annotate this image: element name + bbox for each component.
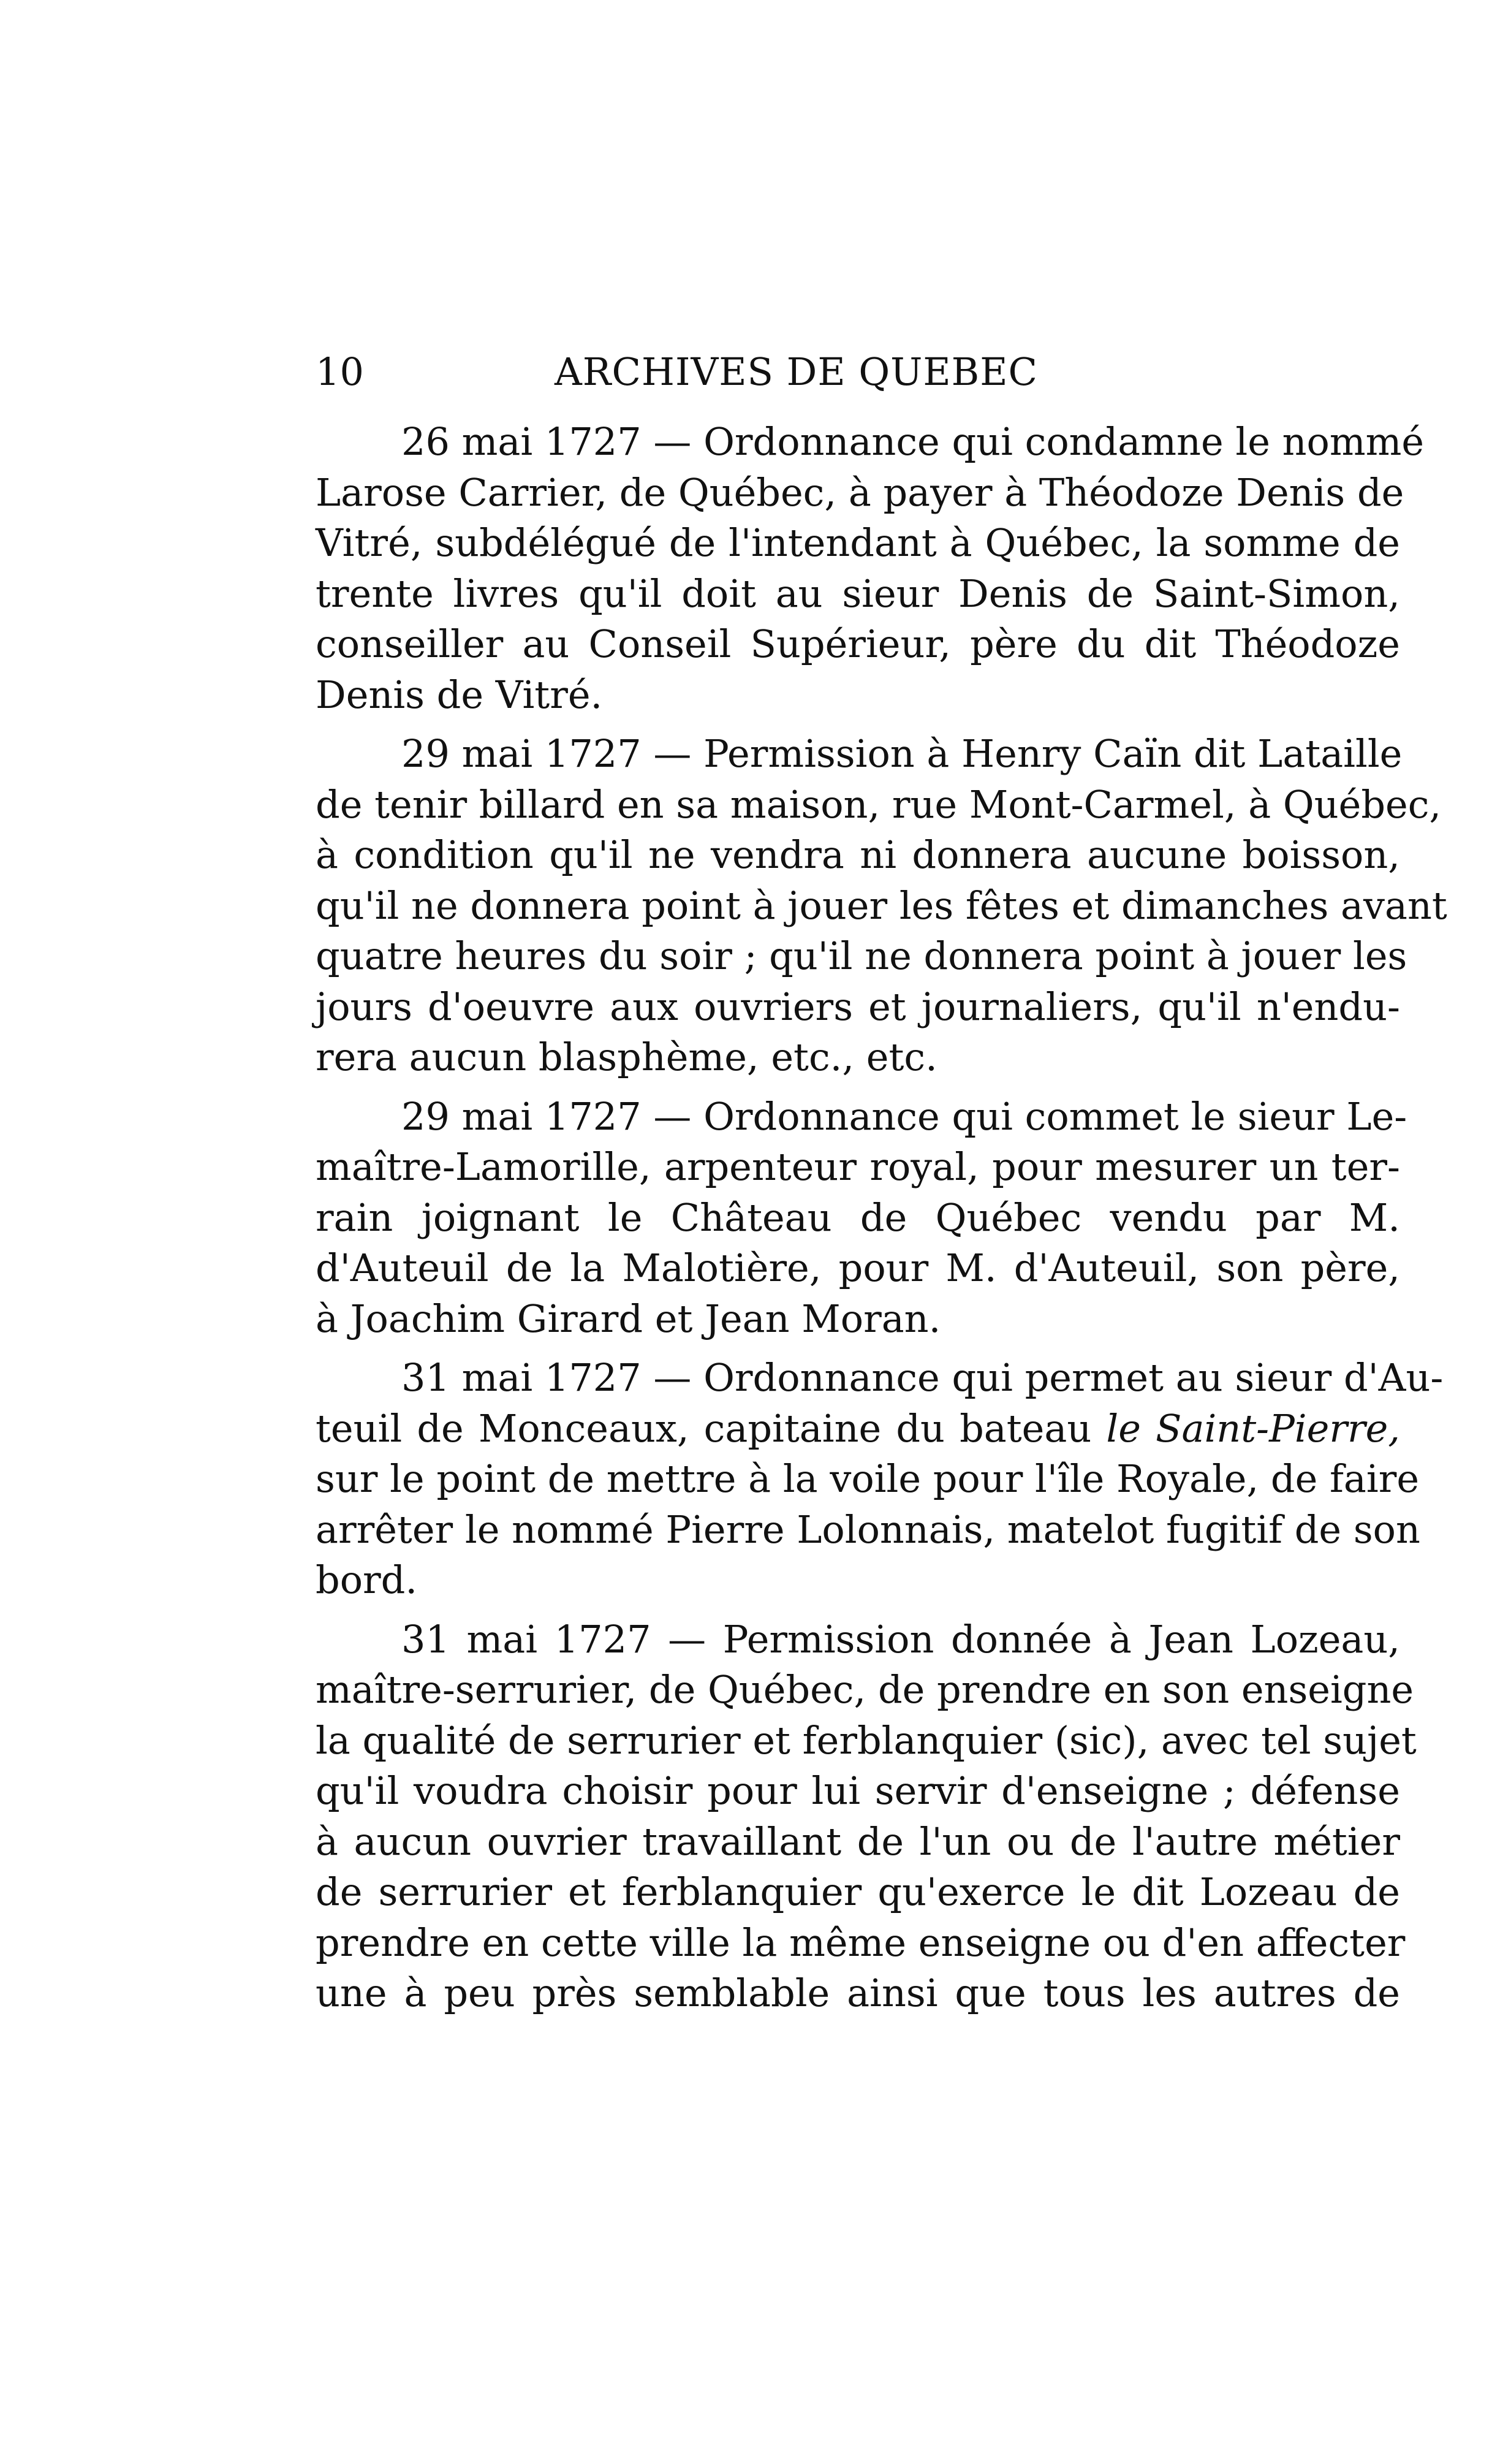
text-line: à Joachim Girard et Jean Moran. [316,1296,941,1341]
entry-2 [316,729,1447,1083]
text-line: arrêter le nommé Pierre Lolonnais, matelot fugitif de son [316,1507,1420,1552]
text-line: à condition qu'il ne vendra ni donnera aucune boisson, [316,832,1400,877]
text-line: Denis de Vitré. [316,672,603,717]
text-line: 31 mai 1727 — Ordonnance qui permet au sieur d'Au- [401,1355,1444,1400]
text-line: conseiller au Conseil Supérieur, père du dit Théodoze [316,622,1400,666]
text-line: rera aucun blasphème, etc., etc. [316,1035,937,1079]
text-line: la qualité de serrurier et ferblanquier (sic), avec tel sujet [316,1717,1417,1763]
text-line: trente livres qu'il doit au sieur Denis de Saint-Simon, [316,571,1400,616]
text-line: à aucun ouvrier travaillant de l'un ou de l'autre métier [316,1819,1400,1864]
text-line: bord. [316,1557,418,1602]
text-line: prendre en cette ville la même enseigne ou d'en affecter [316,1920,1406,1965]
text-line: 26 mai 1727 — Ordonnance qui condamne le nommé [401,419,1425,464]
text-line: quatre heures du soir ; qu'il ne donnera point à jouer les [316,934,1407,978]
text-line: rain joignant le Château de Québec vendu par M. [316,1195,1400,1240]
text-line: Larose Carrier, de Québec, à payer à Théodoze Denis de [316,470,1404,515]
text-line: qu'il voudra choisir pour lui servir d'enseigne ; défense [316,1768,1400,1813]
entry-3 [316,1092,1407,1345]
running-head: ARCHIVES DE QUEBEC [555,349,1038,394]
text-segment: teuil de Monceaux, capitaine du bateau [316,1405,1107,1451]
text-line: qu'il ne donnera point à jouer les fêtes et dimanches avant [316,883,1447,928]
ship-name: le Saint-Pierre, [1106,1405,1400,1451]
text-line [316,1404,1400,1454]
text-line: 29 mai 1727 — Permission à Henry Caïn dit Lataille [401,731,1403,776]
text-line: maître-Lamorille, arpenteur royal, pour mesurer un ter- [316,1144,1400,1189]
text-line: 31 mai 1727 — Permission donnée à Jean Lozeau, [401,1616,1400,1662]
entry-5 [316,1614,1417,2019]
text-line: sur le point de mettre à la voile pour l'île Royale, de faire [316,1456,1420,1501]
text-line: une à peu près semblable ainsi que tous les autres de [316,1971,1400,2015]
text-line: de tenir billard en sa maison, rue Mont-Carmel, à Québec, [316,781,1442,827]
entry-1 [316,417,1425,720]
text-line: jours d'oeuvre aux ouvriers et journaliers, qu'il n'endu- [316,984,1400,1029]
text-line: d'Auteuil de la Malotière, pour M. d'Auteuil, son père, [316,1245,1400,1290]
text-line: de serrurier et ferblanquier qu'exerce le dit Lozeau de [316,1869,1400,1914]
text-line: 29 mai 1727 — Ordonnance qui commet le sieur Le- [401,1093,1407,1139]
body-text [316,417,1447,2028]
text-line: Vitré, subdélégué de l'intendant à Québec, la somme de [316,520,1400,565]
entry-4 [316,1353,1444,1606]
page-number: 10 [316,349,364,394]
text-line: maître-serrurier, de Québec, de prendre en son enseigne [316,1667,1414,1712]
